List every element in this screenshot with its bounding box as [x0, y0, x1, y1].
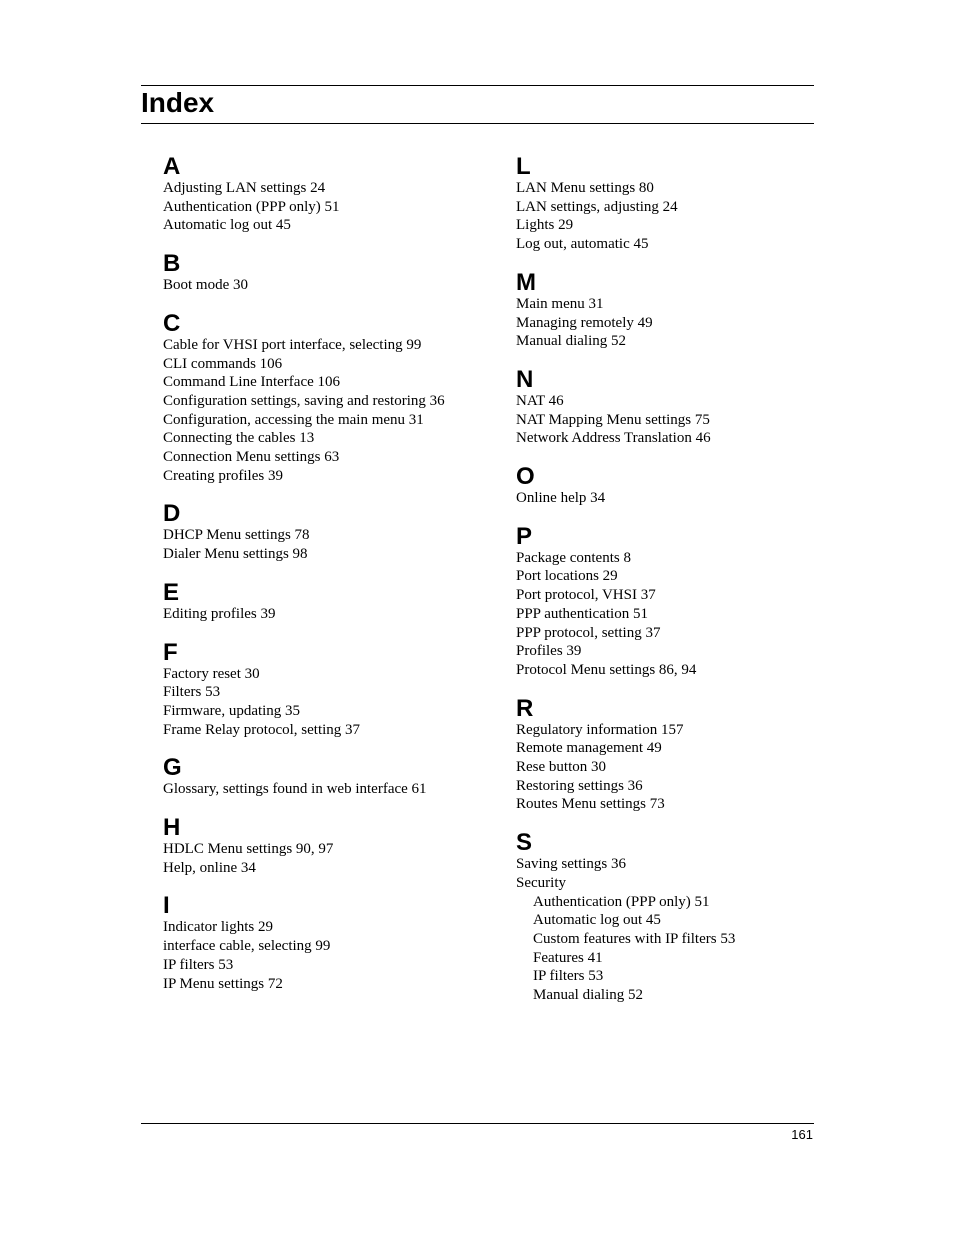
index-entry: IP filters 53 — [163, 956, 234, 973]
header-bottom-rule — [141, 123, 814, 124]
index-column-left — [163, 152, 503, 1007]
index-entry-list — [516, 179, 856, 254]
index-entry: Configuration settings, saving and restoring 36 — [163, 392, 445, 409]
section-letter: P — [516, 522, 533, 550]
section-letter: G — [163, 754, 182, 782]
index-entry: Command Line Interface 106 — [163, 374, 341, 391]
index-entry-list — [163, 665, 503, 740]
index-entry: Lights 29 — [516, 217, 574, 234]
index-entry: Configuration, accessing the main menu 31 — [163, 411, 424, 428]
index-entry: HDLC Menu settings 90, 97 — [163, 841, 334, 858]
index-entry: Authentication (PPP only) 51 — [163, 198, 340, 215]
section-letter: N — [516, 365, 534, 393]
index-entry-list — [163, 526, 503, 563]
section-letter: B — [163, 250, 181, 278]
index-entry: Routes Menu settings 73 — [516, 796, 665, 813]
index-entry-list — [163, 918, 503, 993]
index-section-p — [516, 522, 856, 680]
section-letter: E — [163, 578, 180, 606]
page-number: 161 — [791, 1127, 813, 1142]
section-letter: M — [516, 268, 536, 296]
index-section-h — [163, 813, 503, 877]
section-letter: R — [516, 694, 534, 722]
index-entry-list — [516, 392, 856, 448]
index-entry: Editing profiles 39 — [163, 605, 276, 622]
index-entry: IP Menu settings 72 — [163, 975, 283, 992]
index-section-b — [163, 249, 503, 295]
index-entry: NAT 46 — [516, 392, 564, 409]
index-entry: Port protocol, VHSI 37 — [516, 587, 656, 604]
index-subentry: Manual dialing 52 — [533, 987, 643, 1004]
index-entry-list — [516, 549, 856, 680]
index-entry-list — [163, 780, 503, 799]
index-entry: Dialer Menu settings 98 — [163, 546, 308, 563]
section-letter: D — [163, 500, 181, 528]
index-section-c — [163, 309, 503, 486]
index-entry: Connection Menu settings 63 — [163, 449, 340, 466]
index-entry: Managing remotely 49 — [516, 314, 653, 331]
index-section-e — [163, 578, 503, 624]
index-entry: Adjusting LAN settings 24 — [163, 180, 326, 196]
index-subentry: Automatic log out 45 — [533, 912, 661, 929]
section-letter: H — [163, 814, 181, 842]
index-entry-list — [516, 855, 856, 1005]
index-entry: Protocol Menu settings 86, 94 — [516, 661, 697, 678]
index-entry: Online help 34 — [516, 490, 606, 507]
index-entry: Factory reset 30 — [163, 665, 260, 682]
index-section-n — [516, 365, 856, 448]
index-entry: interface cable, selecting 99 — [163, 938, 331, 955]
index-entry: PPP authentication 51 — [516, 605, 648, 622]
index-entry: Rese button 30 — [516, 759, 606, 776]
index-entry-list — [163, 179, 503, 235]
index-subentry: Authentication (PPP only) 51 — [533, 893, 710, 910]
index-subentry: Custom features with IP filters 53 — [533, 930, 736, 947]
index-entry-list — [163, 336, 503, 486]
index-entry: Remote management 49 — [516, 740, 662, 757]
index-entry-list — [516, 721, 856, 815]
index-subentry: IP filters 53 — [533, 968, 604, 985]
index-entry: LAN Menu settings 80 — [516, 180, 654, 196]
index-section-o — [516, 462, 856, 508]
index-entry: LAN settings, adjusting 24 — [516, 198, 678, 215]
index-entry: Creating profiles 39 — [163, 467, 283, 484]
section-letter: C — [163, 309, 181, 337]
index-entry: Automatic log out 45 — [163, 217, 291, 234]
index-entry: Restoring settings 36 — [516, 777, 643, 794]
index-entry: Indicator lights 29 — [163, 919, 273, 936]
section-letter: O — [516, 463, 535, 491]
index-column-right — [516, 152, 856, 1019]
section-letter: F — [163, 638, 178, 666]
index-entry: Security — [516, 874, 566, 891]
footer-rule — [141, 1123, 814, 1124]
index-entry: CLI commands 106 — [163, 355, 283, 372]
index-section-f — [163, 638, 503, 740]
index-entry: Profiles 39 — [516, 643, 582, 660]
index-entry: DHCP Menu settings 78 — [163, 527, 310, 544]
index-section-a — [163, 152, 503, 235]
index-entry: Saving settings 36 — [516, 856, 627, 873]
index-entry: PPP protocol, setting 37 — [516, 624, 661, 641]
index-entry: NAT Mapping Menu settings 75 — [516, 411, 710, 428]
index-entry: Boot mode 30 — [163, 277, 248, 294]
index-entry: Firmware, updating 35 — [163, 702, 301, 719]
section-letter: A — [163, 153, 181, 180]
index-section-s — [516, 828, 856, 1005]
index-entry-list — [163, 276, 503, 295]
index-entry-list — [163, 605, 503, 624]
index-entry: Connecting the cables 13 — [163, 430, 315, 447]
index-entry: Package contents 8 — [516, 549, 631, 566]
index-subentry: Features 41 — [533, 949, 603, 966]
index-entry: Help, online 34 — [163, 859, 256, 876]
index-entry: Network Address Translation 46 — [516, 430, 711, 447]
index-section-g — [163, 753, 503, 799]
index-entry: Manual dialing 52 — [516, 333, 626, 350]
index-entry: Cable for VHSI port interface, selecting 99 — [163, 336, 422, 353]
index-section-r — [516, 694, 856, 815]
index-entry-list — [516, 295, 856, 351]
index-entry: Main menu 31 — [516, 295, 604, 312]
index-section-d — [163, 499, 503, 563]
index-entry: Frame Relay protocol, setting 37 — [163, 721, 361, 738]
index-entry-list — [516, 489, 856, 508]
index-entry: Glossary, settings found in web interface 61 — [163, 781, 427, 798]
index-entry: Log out, automatic 45 — [516, 236, 649, 253]
header-top-rule — [141, 85, 814, 86]
index-entry: Filters 53 — [163, 684, 221, 701]
index-section-m — [516, 268, 856, 351]
index-section-i — [163, 891, 503, 993]
index-entry: Port locations 29 — [516, 568, 618, 585]
index-section-l — [516, 152, 856, 254]
section-letter: S — [516, 829, 533, 857]
section-letter: I — [163, 892, 170, 920]
index-entry: Regulatory information 157 — [516, 721, 684, 738]
section-letter: L — [516, 153, 531, 180]
index-entry-list — [163, 840, 503, 877]
page-title: Index — [141, 87, 215, 118]
